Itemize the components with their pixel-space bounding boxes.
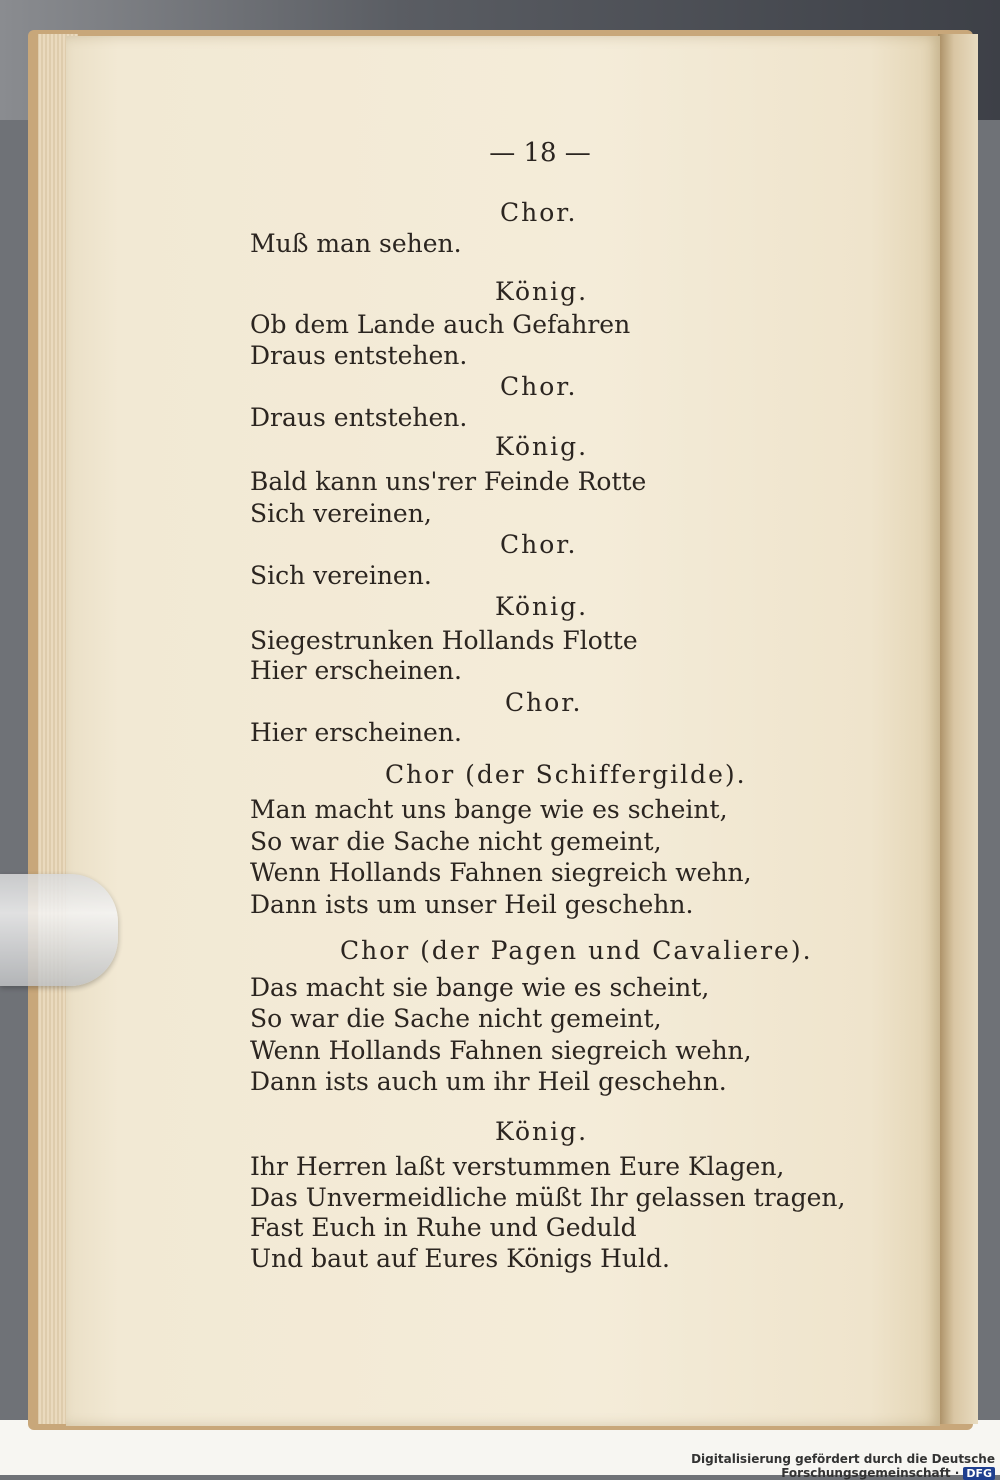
speaker-label: Chor. — [500, 198, 578, 227]
speaker-label: König. — [495, 1117, 589, 1146]
verse-line: Wenn Hollands Fahnen siegreich wehn, — [250, 1036, 752, 1065]
digitization-credit — [560, 1452, 995, 1480]
speaker-label: König. — [495, 432, 589, 461]
verse-line: Sich vereinen. — [250, 561, 432, 590]
verse-line: Hier erscheinen. — [250, 718, 462, 747]
verse-line: Fast Euch in Ruhe und Geduld — [250, 1213, 637, 1242]
verse-line: Das macht sie bange wie es scheint, — [250, 973, 710, 1002]
speaker-label: König. — [495, 592, 589, 621]
verse-line: Ihr Herren laßt verstummen Eure Klagen, — [250, 1152, 785, 1181]
verse-line: Muß man sehen. — [250, 229, 462, 258]
verse-line: Bald kann uns'rer Feinde Rotte — [250, 467, 647, 496]
verse-line: Und baut auf Eures Königs Huld. — [250, 1244, 670, 1273]
verse-line: Dann ists auch um ihr Heil geschehn. — [250, 1067, 727, 1096]
verse-line: Draus entstehen. — [250, 403, 468, 432]
speaker-label: König. — [495, 277, 589, 306]
verse-line: Hier erscheinen. — [250, 656, 462, 685]
verse-line: So war die Sache nicht gemeint, — [250, 827, 662, 856]
credit-text: Digitalisierung gefördert durch die Deutsche Forschungsgemeinschaft · — [691, 1452, 995, 1480]
page-number: — 18 — — [489, 138, 591, 168]
facing-page-edge — [938, 34, 978, 1424]
verse-line: Ob dem Lande auch Gefahren — [250, 310, 631, 339]
dfg-logo: DFG — [963, 1467, 995, 1480]
speaker-label: Chor. — [500, 372, 578, 401]
verse-line: Wenn Hollands Fahnen siegreich wehn, — [250, 858, 752, 887]
verse-line: Draus entstehen. — [250, 341, 468, 370]
verse-line: Man macht uns bange wie es scheint, — [250, 795, 728, 824]
verse-line: Das Unvermeidliche müßt Ihr gelassen tragen, — [250, 1183, 846, 1212]
speaker-label: Chor (der Schiffergilde). — [385, 760, 747, 789]
verse-line: So war die Sache nicht gemeint, — [250, 1004, 662, 1033]
page-clip — [0, 874, 118, 986]
speaker-label: Chor. — [500, 530, 578, 559]
speaker-label: Chor. — [505, 688, 583, 717]
verse-line: Siegestrunken Hollands Flotte — [250, 626, 638, 655]
verse-line: Dann ists um unser Heil geschehn. — [250, 890, 694, 919]
verse-line: Sich vereinen, — [250, 499, 432, 528]
speaker-label: Chor (der Pagen und Cavaliere). — [340, 936, 813, 965]
